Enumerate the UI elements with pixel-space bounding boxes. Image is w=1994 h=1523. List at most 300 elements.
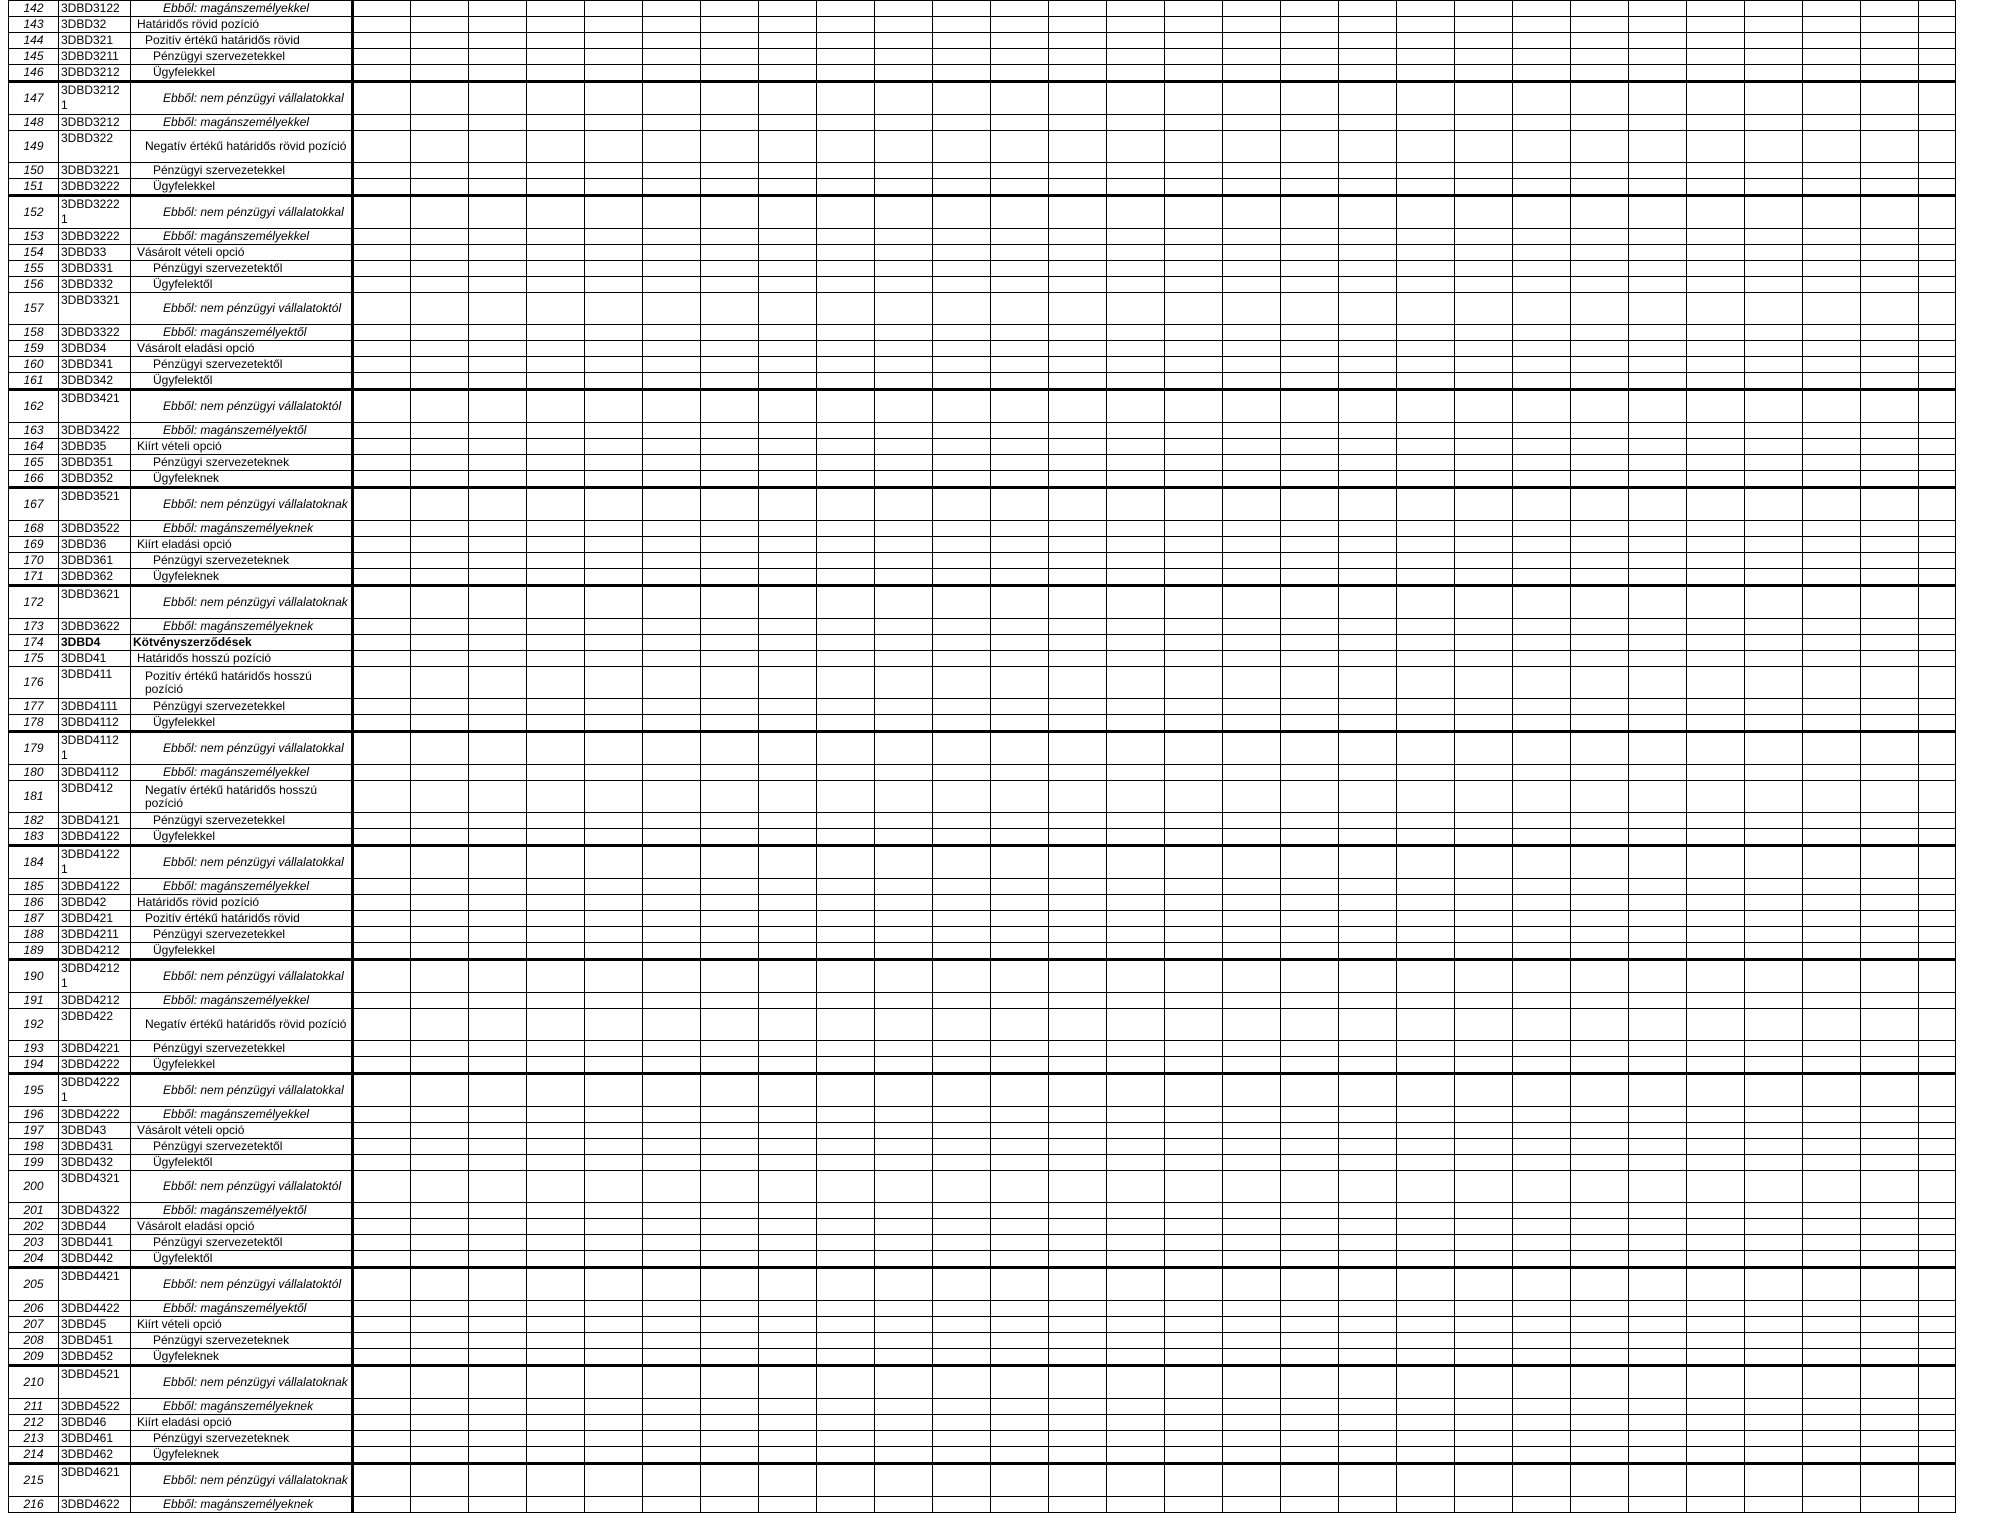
value-cell[interactable]: [353, 373, 411, 390]
value-cell[interactable]: [1513, 667, 1571, 699]
value-cell[interactable]: [1049, 1317, 1107, 1333]
value-cell[interactable]: [1513, 277, 1571, 293]
value-cell[interactable]: [585, 49, 643, 65]
value-cell[interactable]: [817, 781, 875, 813]
value-cell[interactable]: [817, 1464, 875, 1497]
value-cell[interactable]: [701, 1123, 759, 1139]
value-cell[interactable]: [527, 293, 585, 325]
value-cell[interactable]: [991, 1349, 1049, 1366]
value-cell[interactable]: [469, 261, 527, 277]
value-cell[interactable]: [759, 196, 817, 229]
value-cell[interactable]: [1629, 569, 1687, 586]
value-cell[interactable]: [353, 1251, 411, 1268]
value-cell[interactable]: [817, 131, 875, 163]
value-cell[interactable]: [1803, 1203, 1861, 1219]
value-cell[interactable]: [817, 943, 875, 960]
value-cell[interactable]: [353, 1268, 411, 1301]
value-cell[interactable]: [1397, 277, 1455, 293]
value-cell[interactable]: [875, 813, 933, 829]
value-cell[interactable]: [1455, 781, 1513, 813]
value-cell[interactable]: [353, 1235, 411, 1251]
value-cell[interactable]: [643, 1203, 701, 1219]
value-cell[interactable]: [1223, 1366, 1281, 1399]
value-cell[interactable]: [759, 1333, 817, 1349]
value-cell[interactable]: [1281, 163, 1339, 179]
value-cell[interactable]: [1339, 1268, 1397, 1301]
value-cell[interactable]: [1745, 667, 1803, 699]
value-cell[interactable]: [1803, 115, 1861, 131]
value-cell[interactable]: [817, 439, 875, 455]
value-cell[interactable]: [759, 1301, 817, 1317]
value-cell[interactable]: [1223, 521, 1281, 537]
value-cell[interactable]: [933, 1431, 991, 1447]
value-cell[interactable]: [1339, 1203, 1397, 1219]
value-cell[interactable]: [527, 537, 585, 553]
value-cell[interactable]: [469, 715, 527, 732]
value-cell[interactable]: [469, 586, 527, 619]
value-cell[interactable]: [1919, 196, 1956, 229]
value-cell[interactable]: [1861, 879, 1919, 895]
value-cell[interactable]: [1049, 131, 1107, 163]
value-cell[interactable]: [411, 439, 469, 455]
value-cell[interactable]: [991, 357, 1049, 373]
value-cell[interactable]: [1629, 390, 1687, 423]
value-cell[interactable]: [643, 163, 701, 179]
value-cell[interactable]: [759, 667, 817, 699]
value-cell[interactable]: [701, 488, 759, 521]
value-cell[interactable]: [875, 373, 933, 390]
value-cell[interactable]: [1049, 17, 1107, 33]
value-cell[interactable]: [1165, 115, 1223, 131]
value-cell[interactable]: [1861, 261, 1919, 277]
value-cell[interactable]: [1165, 1317, 1223, 1333]
value-cell[interactable]: [1339, 423, 1397, 439]
value-cell[interactable]: [991, 1497, 1049, 1513]
value-cell[interactable]: [1397, 1155, 1455, 1171]
value-cell[interactable]: [1223, 49, 1281, 65]
value-cell[interactable]: [1745, 1074, 1803, 1107]
value-cell[interactable]: [1629, 943, 1687, 960]
value-cell[interactable]: [759, 1057, 817, 1074]
value-cell[interactable]: [991, 423, 1049, 439]
value-cell[interactable]: [1629, 895, 1687, 911]
value-cell[interactable]: [1223, 699, 1281, 715]
value-cell[interactable]: [411, 1349, 469, 1366]
value-cell[interactable]: [527, 667, 585, 699]
value-cell[interactable]: [585, 895, 643, 911]
value-cell[interactable]: [1339, 1155, 1397, 1171]
value-cell[interactable]: [1571, 17, 1629, 33]
value-cell[interactable]: [411, 229, 469, 245]
value-cell[interactable]: [933, 1333, 991, 1349]
value-cell[interactable]: [1687, 813, 1745, 829]
value-cell[interactable]: [585, 245, 643, 261]
value-cell[interactable]: [1049, 732, 1107, 765]
value-cell[interactable]: [817, 1399, 875, 1415]
value-cell[interactable]: [1513, 1219, 1571, 1235]
value-cell[interactable]: [1397, 439, 1455, 455]
value-cell[interactable]: [701, 895, 759, 911]
value-cell[interactable]: [1745, 163, 1803, 179]
value-cell[interactable]: [1049, 196, 1107, 229]
value-cell[interactable]: [1629, 1107, 1687, 1123]
value-cell[interactable]: [817, 455, 875, 471]
value-cell[interactable]: [1861, 1041, 1919, 1057]
value-cell[interactable]: [411, 1041, 469, 1057]
value-cell[interactable]: [469, 293, 527, 325]
value-cell[interactable]: [1397, 1301, 1455, 1317]
value-cell[interactable]: [1107, 667, 1165, 699]
value-cell[interactable]: [1571, 651, 1629, 667]
value-cell[interactable]: [701, 229, 759, 245]
value-cell[interactable]: [991, 1447, 1049, 1464]
value-cell[interactable]: [1455, 1464, 1513, 1497]
value-cell[interactable]: [527, 488, 585, 521]
value-cell[interactable]: [585, 471, 643, 488]
value-cell[interactable]: [875, 846, 933, 879]
value-cell[interactable]: [1165, 17, 1223, 33]
value-cell[interactable]: [411, 163, 469, 179]
value-cell[interactable]: [1861, 829, 1919, 846]
value-cell[interactable]: [1049, 1139, 1107, 1155]
value-cell[interactable]: [759, 960, 817, 993]
value-cell[interactable]: [1165, 553, 1223, 569]
value-cell[interactable]: [1049, 439, 1107, 455]
value-cell[interactable]: [1745, 1041, 1803, 1057]
value-cell[interactable]: [1919, 261, 1956, 277]
value-cell[interactable]: [353, 245, 411, 261]
value-cell[interactable]: [1223, 229, 1281, 245]
value-cell[interactable]: [585, 115, 643, 131]
value-cell[interactable]: [1049, 471, 1107, 488]
value-cell[interactable]: [701, 943, 759, 960]
value-cell[interactable]: [411, 699, 469, 715]
value-cell[interactable]: [1513, 1203, 1571, 1219]
value-cell[interactable]: [1455, 196, 1513, 229]
value-cell[interactable]: [817, 521, 875, 537]
value-cell[interactable]: [1629, 373, 1687, 390]
value-cell[interactable]: [875, 553, 933, 569]
value-cell[interactable]: [1687, 245, 1745, 261]
value-cell[interactable]: [1919, 115, 1956, 131]
value-cell[interactable]: [1513, 196, 1571, 229]
value-cell[interactable]: [469, 635, 527, 651]
value-cell[interactable]: [701, 569, 759, 586]
value-cell[interactable]: [1803, 1009, 1861, 1041]
value-cell[interactable]: [1165, 943, 1223, 960]
value-cell[interactable]: [817, 245, 875, 261]
value-cell[interactable]: [353, 1139, 411, 1155]
value-cell[interactable]: [1281, 993, 1339, 1009]
value-cell[interactable]: [1049, 1, 1107, 17]
value-cell[interactable]: [1919, 1447, 1956, 1464]
value-cell[interactable]: [933, 765, 991, 781]
value-cell[interactable]: [1745, 715, 1803, 732]
value-cell[interactable]: [1223, 357, 1281, 373]
value-cell[interactable]: [701, 715, 759, 732]
value-cell[interactable]: [1745, 373, 1803, 390]
value-cell[interactable]: [817, 115, 875, 131]
value-cell[interactable]: [933, 813, 991, 829]
value-cell[interactable]: [1513, 357, 1571, 373]
value-cell[interactable]: [1455, 1107, 1513, 1123]
value-cell[interactable]: [411, 357, 469, 373]
value-cell[interactable]: [1165, 131, 1223, 163]
value-cell[interactable]: [1687, 537, 1745, 553]
value-cell[interactable]: [1223, 1333, 1281, 1349]
value-cell[interactable]: [1745, 1, 1803, 17]
value-cell[interactable]: [1745, 1268, 1803, 1301]
value-cell[interactable]: [1281, 1009, 1339, 1041]
value-cell[interactable]: [469, 277, 527, 293]
value-cell[interactable]: [643, 569, 701, 586]
value-cell[interactable]: [817, 325, 875, 341]
value-cell[interactable]: [585, 179, 643, 196]
value-cell[interactable]: [1803, 373, 1861, 390]
value-cell[interactable]: [1339, 1251, 1397, 1268]
value-cell[interactable]: [1107, 1219, 1165, 1235]
value-cell[interactable]: [1281, 1415, 1339, 1431]
value-cell[interactable]: [1107, 1203, 1165, 1219]
value-cell[interactable]: [759, 715, 817, 732]
value-cell[interactable]: [933, 667, 991, 699]
value-cell[interactable]: [1571, 390, 1629, 423]
value-cell[interactable]: [353, 82, 411, 115]
value-cell[interactable]: [585, 1171, 643, 1203]
value-cell[interactable]: [933, 65, 991, 82]
value-cell[interactable]: [933, 1366, 991, 1399]
value-cell[interactable]: [875, 229, 933, 245]
value-cell[interactable]: [875, 699, 933, 715]
value-cell[interactable]: [1165, 993, 1223, 1009]
value-cell[interactable]: [1455, 471, 1513, 488]
value-cell[interactable]: [1339, 765, 1397, 781]
value-cell[interactable]: [875, 163, 933, 179]
value-cell[interactable]: [1803, 960, 1861, 993]
value-cell[interactable]: [643, 229, 701, 245]
value-cell[interactable]: [1455, 715, 1513, 732]
value-cell[interactable]: [353, 927, 411, 943]
value-cell[interactable]: [469, 1123, 527, 1139]
value-cell[interactable]: [991, 1415, 1049, 1431]
value-cell[interactable]: [1281, 1123, 1339, 1139]
value-cell[interactable]: [1745, 1301, 1803, 1317]
value-cell[interactable]: [1803, 537, 1861, 553]
value-cell[interactable]: [1107, 1301, 1165, 1317]
value-cell[interactable]: [527, 553, 585, 569]
value-cell[interactable]: [527, 277, 585, 293]
value-cell[interactable]: [1397, 521, 1455, 537]
value-cell[interactable]: [1919, 357, 1956, 373]
value-cell[interactable]: [1049, 423, 1107, 439]
value-cell[interactable]: [933, 277, 991, 293]
value-cell[interactable]: [1339, 1057, 1397, 1074]
value-cell[interactable]: [1629, 1155, 1687, 1171]
value-cell[interactable]: [701, 586, 759, 619]
value-cell[interactable]: [875, 619, 933, 635]
value-cell[interactable]: [353, 1464, 411, 1497]
value-cell[interactable]: [1049, 277, 1107, 293]
value-cell[interactable]: [1919, 1268, 1956, 1301]
value-cell[interactable]: [1281, 1235, 1339, 1251]
value-cell[interactable]: [1803, 229, 1861, 245]
value-cell[interactable]: [1049, 1074, 1107, 1107]
value-cell[interactable]: [1223, 1009, 1281, 1041]
value-cell[interactable]: [1397, 455, 1455, 471]
value-cell[interactable]: [643, 651, 701, 667]
value-cell[interactable]: [1803, 82, 1861, 115]
value-cell[interactable]: [1513, 1235, 1571, 1251]
value-cell[interactable]: [643, 49, 701, 65]
value-cell[interactable]: [1107, 1415, 1165, 1431]
value-cell[interactable]: [1629, 619, 1687, 635]
value-cell[interactable]: [1455, 732, 1513, 765]
value-cell[interactable]: [1107, 1447, 1165, 1464]
value-cell[interactable]: [353, 1333, 411, 1349]
value-cell[interactable]: [1165, 1464, 1223, 1497]
value-cell[interactable]: [1165, 293, 1223, 325]
value-cell[interactable]: [1919, 537, 1956, 553]
value-cell[interactable]: [991, 1431, 1049, 1447]
value-cell[interactable]: [1919, 1317, 1956, 1333]
value-cell[interactable]: [643, 879, 701, 895]
value-cell[interactable]: [1165, 1366, 1223, 1399]
value-cell[interactable]: [933, 357, 991, 373]
value-cell[interactable]: [1919, 732, 1956, 765]
value-cell[interactable]: [1745, 1171, 1803, 1203]
value-cell[interactable]: [643, 1366, 701, 1399]
value-cell[interactable]: [469, 423, 527, 439]
value-cell[interactable]: [759, 488, 817, 521]
value-cell[interactable]: [875, 357, 933, 373]
value-cell[interactable]: [1339, 1123, 1397, 1139]
value-cell[interactable]: [817, 1235, 875, 1251]
value-cell[interactable]: [469, 245, 527, 261]
value-cell[interactable]: [1687, 1171, 1745, 1203]
value-cell[interactable]: [1861, 49, 1919, 65]
value-cell[interactable]: [991, 1301, 1049, 1317]
value-cell[interactable]: [1919, 17, 1956, 33]
value-cell[interactable]: [643, 488, 701, 521]
value-cell[interactable]: [1571, 1219, 1629, 1235]
value-cell[interactable]: [875, 82, 933, 115]
value-cell[interactable]: [1803, 1155, 1861, 1171]
value-cell[interactable]: [701, 651, 759, 667]
value-cell[interactable]: [991, 911, 1049, 927]
value-cell[interactable]: [1223, 455, 1281, 471]
value-cell[interactable]: [759, 651, 817, 667]
value-cell[interactable]: [1745, 651, 1803, 667]
value-cell[interactable]: [875, 1333, 933, 1349]
value-cell[interactable]: [701, 1497, 759, 1513]
value-cell[interactable]: [1339, 179, 1397, 196]
value-cell[interactable]: [933, 1317, 991, 1333]
value-cell[interactable]: [1455, 1171, 1513, 1203]
value-cell[interactable]: [1803, 325, 1861, 341]
value-cell[interactable]: [1107, 846, 1165, 879]
value-cell[interactable]: [875, 293, 933, 325]
value-cell[interactable]: [1571, 586, 1629, 619]
value-cell[interactable]: [585, 1447, 643, 1464]
value-cell[interactable]: [585, 357, 643, 373]
value-cell[interactable]: [1339, 651, 1397, 667]
value-cell[interactable]: [759, 537, 817, 553]
value-cell[interactable]: [701, 960, 759, 993]
value-cell[interactable]: [1571, 1447, 1629, 1464]
value-cell[interactable]: [1107, 586, 1165, 619]
value-cell[interactable]: [411, 911, 469, 927]
value-cell[interactable]: [875, 1268, 933, 1301]
value-cell[interactable]: [1745, 829, 1803, 846]
value-cell[interactable]: [469, 993, 527, 1009]
value-cell[interactable]: [933, 488, 991, 521]
value-cell[interactable]: [585, 553, 643, 569]
value-cell[interactable]: [1281, 553, 1339, 569]
value-cell[interactable]: [991, 1464, 1049, 1497]
value-cell[interactable]: [1629, 1333, 1687, 1349]
value-cell[interactable]: [469, 1349, 527, 1366]
value-cell[interactable]: [1745, 49, 1803, 65]
value-cell[interactable]: [1455, 993, 1513, 1009]
value-cell[interactable]: [701, 1399, 759, 1415]
value-cell[interactable]: [1919, 1074, 1956, 1107]
value-cell[interactable]: [1745, 943, 1803, 960]
value-cell[interactable]: [1919, 1415, 1956, 1431]
value-cell[interactable]: [469, 1171, 527, 1203]
value-cell[interactable]: [1339, 261, 1397, 277]
value-cell[interactable]: [1629, 537, 1687, 553]
value-cell[interactable]: [585, 1219, 643, 1235]
value-cell[interactable]: [991, 1203, 1049, 1219]
value-cell[interactable]: [585, 651, 643, 667]
value-cell[interactable]: [991, 439, 1049, 455]
value-cell[interactable]: [1745, 1203, 1803, 1219]
value-cell[interactable]: [1049, 569, 1107, 586]
value-cell[interactable]: [585, 813, 643, 829]
value-cell[interactable]: [1861, 390, 1919, 423]
value-cell[interactable]: [991, 293, 1049, 325]
value-cell[interactable]: [759, 33, 817, 49]
value-cell[interactable]: [759, 471, 817, 488]
value-cell[interactable]: [1919, 1333, 1956, 1349]
value-cell[interactable]: [1107, 341, 1165, 357]
value-cell[interactable]: [1107, 927, 1165, 943]
value-cell[interactable]: [1339, 635, 1397, 651]
value-cell[interactable]: [1919, 163, 1956, 179]
value-cell[interactable]: [1745, 553, 1803, 569]
value-cell[interactable]: [1803, 1447, 1861, 1464]
value-cell[interactable]: [1861, 179, 1919, 196]
value-cell[interactable]: [1629, 1447, 1687, 1464]
value-cell[interactable]: [1455, 1333, 1513, 1349]
value-cell[interactable]: [469, 439, 527, 455]
value-cell[interactable]: [1397, 1171, 1455, 1203]
value-cell[interactable]: [1281, 455, 1339, 471]
value-cell[interactable]: [933, 1415, 991, 1431]
value-cell[interactable]: [1919, 1041, 1956, 1057]
value-cell[interactable]: [1107, 1041, 1165, 1057]
value-cell[interactable]: [1281, 293, 1339, 325]
value-cell[interactable]: [759, 1203, 817, 1219]
value-cell[interactable]: [411, 1, 469, 17]
value-cell[interactable]: [469, 846, 527, 879]
value-cell[interactable]: [411, 993, 469, 1009]
value-cell[interactable]: [411, 715, 469, 732]
value-cell[interactable]: [1339, 471, 1397, 488]
value-cell[interactable]: [411, 390, 469, 423]
value-cell[interactable]: [1513, 960, 1571, 993]
value-cell[interactable]: [1455, 1057, 1513, 1074]
